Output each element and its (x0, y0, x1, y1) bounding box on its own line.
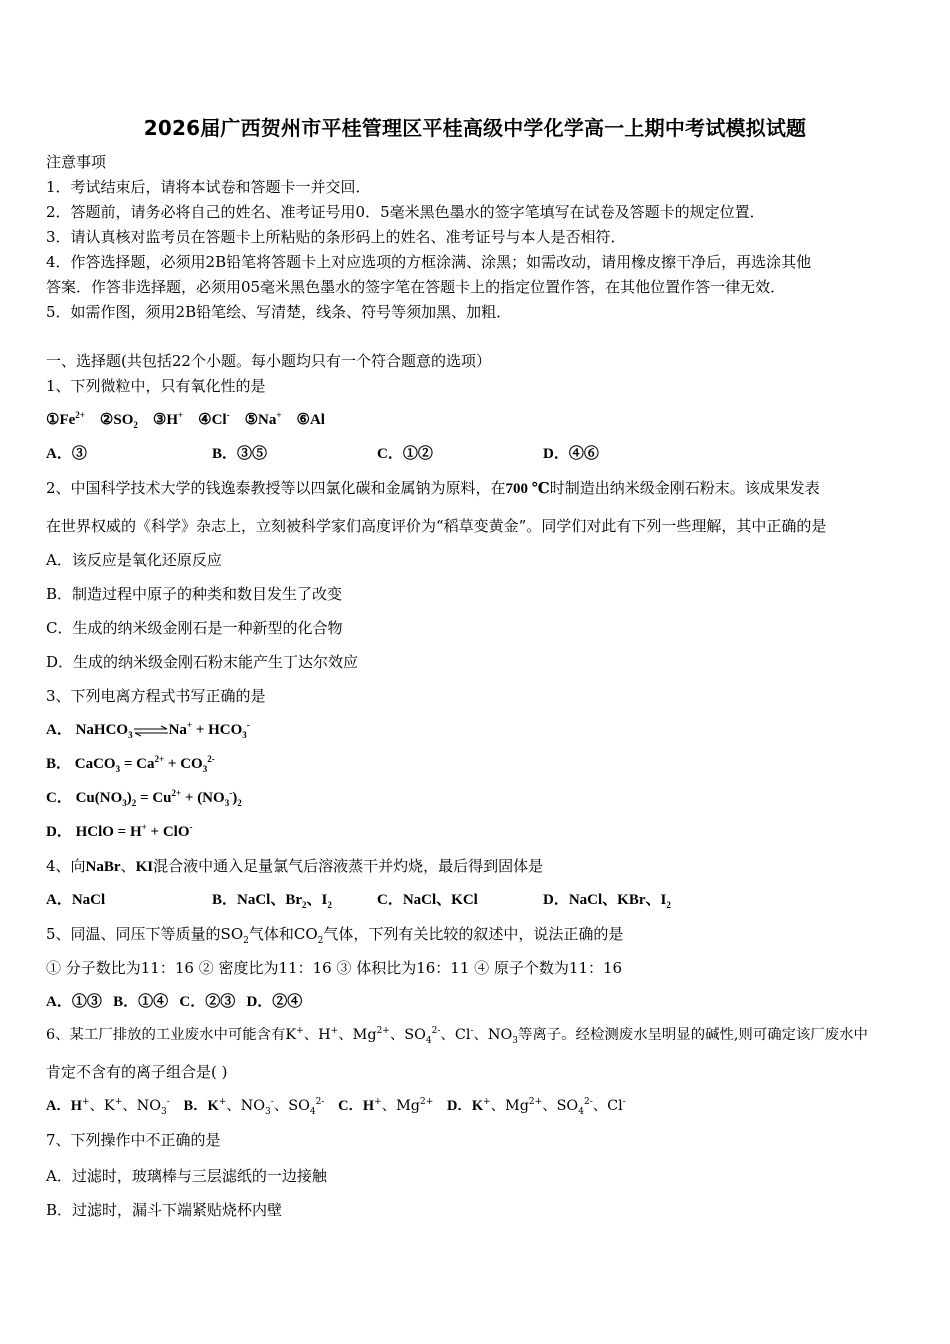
question-5-options (46, 992, 910, 1012)
question-5-statements: ① 分子数比为11：16 ② 密度比为11：16 ③ 体积比为16：11 ④ 原子个数为11：16 (46, 959, 623, 977)
option-c[interactable]: C．①② (377, 446, 433, 462)
option-d[interactable]: D．②④ (246, 994, 303, 1010)
question-2-stem-cont: 在世界权威的《科学》杂志上，立刻被科学家们高度评价为“稻草变黄金”。同学们对此有下列一些理解，其中正确的是 (46, 517, 827, 535)
option-d[interactable]: D． HClO = H+ + ClO- (46, 822, 193, 840)
option-b[interactable]: B．过滤时，漏斗下端紧贴烧杯内壁 (46, 1201, 283, 1219)
option-a[interactable]: A．H+、K+、$NO_3^-$ (46, 1097, 170, 1117)
question-2-stem: 2、中国科学技术大学的钱逸泰教授等以四氯化碳和金属钠为原料，在700 ℃时制造出纳米级金刚石粉末。该成果发表 (46, 479, 820, 497)
question-5-stem: 5、同温、同压下等质量的$SO_2$气体和$CO_2$气体，下列有关比较的叙述中，说法正确的是 (46, 925, 624, 946)
notice-item: 4．作答选择题，必须用2B铅笔将答题卡上对应选项的方框涂满、涂黑；如需改动，请用橡皮擦干净后，再选涂其他 (46, 253, 812, 271)
page-title: 2026届广西贺州市平桂管理区平桂高级中学化学高一上期中考试模拟试题 (143, 116, 807, 140)
option-d[interactable]: D．生成的纳米级金刚石粉末能产生丁达尔效应 (46, 653, 359, 671)
option-b[interactable]: B．NaCl、$Br_2$、$I_2$ (212, 892, 332, 910)
notice-item: 2．答题前，请务必将自己的姓名、准考证号用0．5毫米黑色墨水的签字笔填写在试卷及答题卡的规定位置． (46, 203, 765, 221)
option-d[interactable]: D．④⑥ (543, 446, 599, 462)
notice-item: 3．请认真核对监考员在答题卡上所粘贴的条形码上的姓名、准考证号与本人是否相符． (46, 228, 626, 246)
question-1-particles: $①Fe^{2+}$ $②SO_2$ ③H+ ④Cl- ⑤Na+ ⑥Al (46, 410, 325, 430)
option-a[interactable]: A．①③ (46, 994, 102, 1010)
question-6-options (46, 1096, 910, 1116)
option-c[interactable]: C． $Cu(NO_3)_2 = Cu^{2+} + (NO_3^-)_2$ (46, 788, 242, 808)
section-heading: 一、选择题(共包括22个小题。每小题均只有一个符合题意的选项） (46, 352, 491, 370)
option-b[interactable]: B．制造过程中原子的种类和数目发生了改变 (46, 585, 343, 603)
option-c[interactable]: C．H+、$Mg^{2+}$ (338, 1097, 434, 1114)
option-b[interactable]: B． CaCO$_3$ = $Ca^{2+} + CO_3^{2-}$ (46, 754, 215, 774)
question-6-stem: 6、某工厂排放的工业废水中可能含有K+、H+、$Mg^{2+}$、$SO_4^{2-}$、Cl-、$NO_3$等离子。经检测废水呈明显的碱性,则可确定该厂废水中 (46, 1026, 868, 1046)
option-a[interactable]: A．过滤时，玻璃棒与三层滤纸的一边接触 (46, 1167, 327, 1185)
notice-item: 答案．作答非选择题，必须用05毫米黑色墨水的签字笔在答题卡上的指定位置作答，在其他位置作答一律无效． (46, 278, 786, 296)
option-a[interactable]: A． NaHCO$_3$ $Na^+ + HCO_3^-$ (46, 720, 250, 740)
option-c[interactable]: C．②③ (179, 994, 236, 1010)
notice-heading: 注意事项 (46, 153, 107, 171)
notice-item: 5．如需作图，须用2B铅笔绘、写清楚，线条、符号等须加黑、加粗． (46, 303, 512, 321)
question-1-stem: 1、下列微粒中，只有氧化性的是 (46, 377, 266, 395)
option-a[interactable]: A．该反应是氧化还原反应 (46, 551, 222, 569)
option-b[interactable]: B．③⑤ (212, 446, 268, 462)
option-d[interactable]: D．NaCl、KBr、$I_2$ (543, 892, 671, 910)
question-4-stem: 4、向NaBr、KI混合液中通入足量氯气后溶液蒸干并灼烧，最后得到固体是 (46, 857, 544, 875)
option-a[interactable]: A．NaCl (46, 892, 106, 908)
option-b[interactable]: B．K+、$NO_3^-$、$SO_4^{2-}$ (183, 1097, 325, 1117)
option-a[interactable]: A．③ (46, 446, 87, 462)
question-7-stem: 7、下列操作中不正确的是 (46, 1131, 221, 1149)
option-b[interactable]: B．①④ (113, 994, 169, 1010)
option-c[interactable]: C．生成的纳米级金刚石是一种新型的化合物 (46, 619, 343, 637)
reversible-arrow-icon (133, 725, 169, 737)
option-d[interactable]: D．K+、$Mg^{2+}$、$SO_4^{2-}$、Cl- (447, 1097, 626, 1117)
notice-item: 1．考试结束后，请将本试卷和答题卡一并交回． (46, 178, 371, 196)
option-c[interactable]: C．NaCl、KCl (377, 892, 478, 908)
question-3-stem: 3、下列电离方程式书写正确的是 (46, 687, 266, 705)
question-6-stem-cont: 肯定不含有的离子组合是( ) (46, 1063, 228, 1081)
